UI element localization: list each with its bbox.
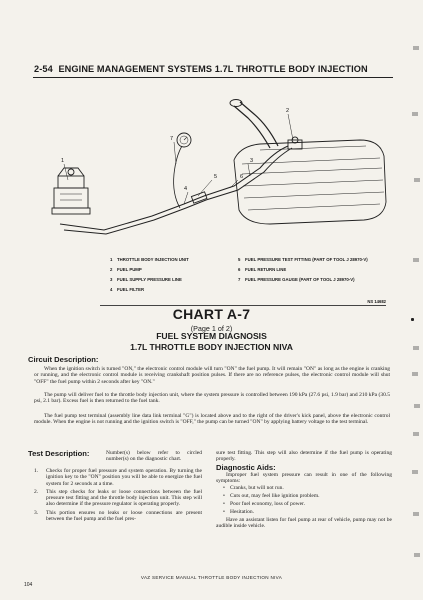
legend-item: 3 FUEL SUPPLY PRESSURE LINE — [110, 277, 182, 282]
symptom-item: • Poor fuel economy, loss of power. — [223, 501, 305, 508]
callout-4: 4 — [184, 186, 188, 192]
chart-subtitle-1: FUEL SYSTEM DIAGNOSIS — [156, 331, 267, 341]
figure-legend — [100, 258, 386, 308]
page-header — [34, 64, 389, 74]
figure-id: NS 14682 — [367, 299, 386, 304]
throttle-body-unit — [52, 168, 90, 214]
legend-item: 2 FUEL PUMP — [110, 267, 142, 272]
symptom-item: • Hesitation. — [223, 508, 254, 515]
legend-item: 5 FUEL PRESSURE TEST FITTING (PART OF TOOL J 28970-V) — [238, 257, 368, 262]
test-step: 3. This portion ensures no leaks or loose connections are present between the fuel pump and the fuel pres- — [34, 509, 202, 523]
test-heading: Test Description: — [28, 449, 90, 458]
symptom-list — [216, 485, 392, 515]
legend-item: 6 FUEL RETURN LINE — [238, 267, 287, 272]
page-footer: VAZ SERVICE MANUAL THROTTLE BODY INJECTION NIVA — [140, 575, 283, 580]
fuel-system-diagram — [34, 84, 394, 254]
legend-column-right — [238, 258, 368, 288]
symptom-item: • Cuts out, may feel like ignition problem. — [223, 493, 320, 500]
fuel-pump — [288, 140, 302, 149]
circuit-paragraph-3: The fuel pump test terminal (assembly line data link terminal "G") is located above and to the right of the driver's kick panel, above the electronic control module. When the engine is not running and the ignition switch is "OFF," the pump can be turned "ON" by applying battery voltage to the test terminal. — [34, 413, 390, 426]
fuel-tank — [234, 140, 386, 224]
circuit-paragraph-2: The pump will deliver fuel to the throttle body injection unit, where the system pressure is controlled between 190 kPa (27.6 psi, 1.9 bar) and 210 kPa (30.5 psi, 2.1 bar). Excess fuel is then returned to the fuel tank. — [34, 392, 390, 405]
callout-1: 1 — [61, 158, 65, 164]
bullet-icon: • — [223, 508, 225, 515]
header-rule — [33, 77, 393, 78]
bullet-icon: • — [223, 501, 225, 508]
callout-6: 6 — [240, 174, 244, 180]
symptom-item: • Cranks, but will not run. — [223, 485, 284, 492]
bullet-icon: • — [223, 485, 225, 492]
callout-7: 7 — [170, 136, 174, 142]
test-steps — [34, 468, 202, 524]
test-step: 2. This step checks for leaks or loose connections between the fuel pressure test fitting and the throttle body injection unit. This step will also determine if the pressure regulator is operating properly. — [34, 488, 202, 508]
fuel-return-line — [64, 148, 292, 234]
circuit-paragraph-1: When the ignition switch is turned "ON," the electronic control module will turn "ON" the fuel pump. It will remain "ON" as long as the engine is cranking or running, and the electronic control module is receiving crankshaft position pulses. If there are no reference pulses, the electronic control module will shut "OFF" the fuel pump within 2 seconds after key "ON." — [34, 366, 390, 385]
test-intro: Number(s) below refer to circled number(s) on the diagnostic chart. — [106, 450, 202, 463]
legend-column-left — [110, 258, 240, 298]
legend-item: 7 FUEL PRESSURE GAUGE (PART OF TOOL J 28970-V) — [238, 277, 355, 282]
diagnostic-closing: Have an assistant listen for fuel pump at rear of vehicle, pump may not be audible inside vehicle. — [216, 516, 392, 529]
diagnostic-aids-heading: Diagnostic Aids: — [216, 462, 276, 472]
legend-item: 1 THROTTLE BODY INJECTION UNIT — [110, 257, 189, 262]
bullet-icon: • — [223, 493, 225, 500]
header-title: ENGINE MANAGEMENT SYSTEMS 1.7L THROTTLE BODY INJECTION — [58, 64, 368, 74]
callout-2: 2 — [286, 108, 290, 114]
section-number: 2-54 — [34, 64, 53, 74]
callout-3: 3 — [250, 158, 254, 164]
diagnostic-intro: Improper fuel system pressure can result in one of the following symptoms: — [216, 471, 392, 485]
legend-item: 4 FUEL FILTER — [110, 287, 145, 292]
scan-edge-marks — [403, 0, 423, 600]
test-continuation: sure test fitting. This step will also determine if the fuel pump is operating properly. — [216, 450, 392, 463]
page-number: 104 — [24, 582, 33, 588]
right-column — [216, 450, 392, 529]
chart-subtitle-2: 1.7L THROTTLE BODY INJECTION NIVA — [130, 342, 293, 352]
circuit-heading: Circuit Description: — [28, 355, 99, 364]
test-step: 1. Checks for proper fuel pressure and system operation. By turning the ignition key to the "ON" position you will be able to energize the fuel system for 2 seconds at a time. — [34, 468, 202, 487]
chart-page: (Page 1 of 2) — [190, 324, 233, 333]
callout-5: 5 — [214, 174, 218, 180]
chart-title: CHART A-7 — [172, 306, 251, 322]
